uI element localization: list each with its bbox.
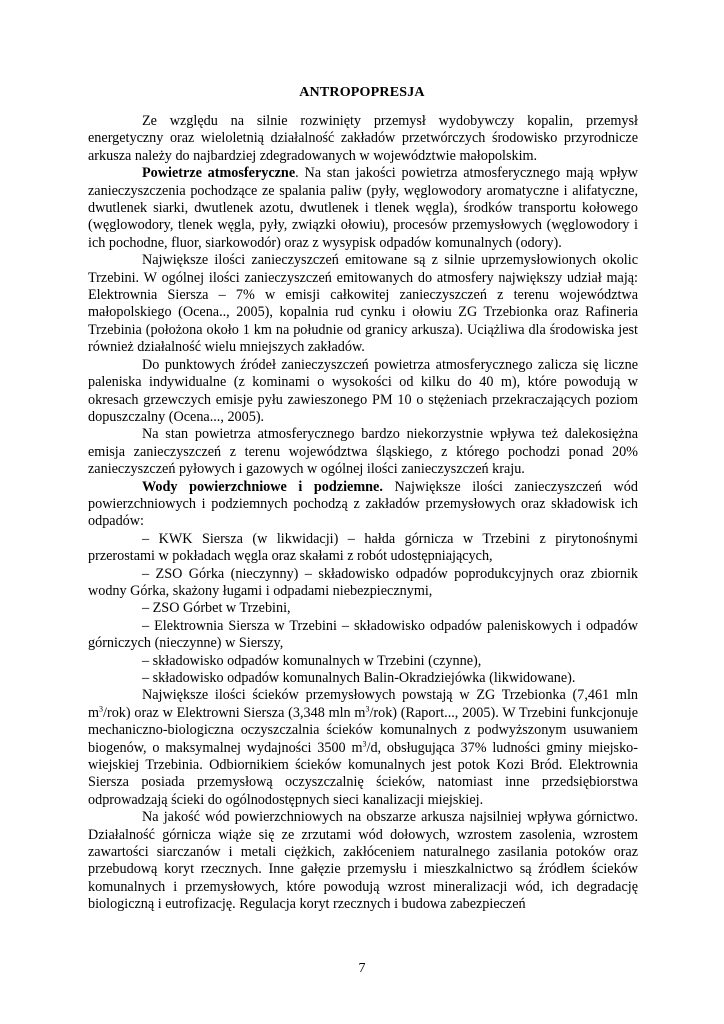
superscript: 3 bbox=[362, 738, 367, 748]
paragraph-point-sources: Do punktowych źródeł zanieczyszczeń powietrza atmosferycznego zalicza się liczne paleniska indywidualne (z kominami o wysokości od kilku do 40 m), które powodują w okresach grzewczych emisje pyłu zawieszonego PM 10 o stężeniach przekraczających poziom dopuszczalny (Ocena..., 2005). bbox=[88, 356, 638, 425]
paragraph-long-range: Na stan powietrza atmosferycznego bardzo niekorzystnie wpływa też dalekosiężna emisja zanieczyszczeń z terenu województwa śląskiego, z którego pochodzi ponad 20% zanieczyszczeń pyłowych i gazowych w ogólnej ilości zanieczyszczeń kraju. bbox=[88, 426, 638, 478]
list-item: – KWK Siersza (w likwidacji) – hałda górnicza w Trzebini z pirytonośnymi przerostami w pokładach węgla oraz skałami z robót udostępniających, bbox=[88, 530, 638, 565]
paragraph-air bbox=[88, 165, 638, 252]
list-item: – składowisko odpadów komunalnych Balin-Okradziejówka (likwidowane). bbox=[142, 670, 576, 686]
page-title: ANTROPOPRESJA bbox=[299, 85, 425, 100]
paragraph-sewage bbox=[88, 687, 638, 809]
list-item: – Elektrownia Siersza w Trzebini – składowisko odpadów paleniskowych i odpadów górniczych (nieczynne) w Sierszy, bbox=[88, 617, 638, 652]
paragraph-mining: Na jakość wód powierzchniowych na obszarze arkusza najsilniej wpływa górnictwo. Działalność górnicza wiąże się ze zrzutami wód dołowych, wzrostem zasolenia, wzrostem zawartości siarczanów i metali ciężkich, zakłóceniem naturalnego zasilania potoków oraz przebudową koryt rzecznych. Inne gałęzie przemysłu i mieszkalnictwo są źródłem ścieków komunalnych i przemysłowych, które powodują wzrost mineralizacji wód, ich degradację biologiczną i eutrofizację. Regulacja koryt rzecznych i budowa zabezpieczeń bbox=[88, 809, 638, 913]
sewage-text-b: /rok) oraz w Elektrowni Siersza (3,348 mln m bbox=[103, 704, 366, 721]
list-item: – składowisko odpadów komunalnych w Trzebini (czynne), bbox=[142, 652, 482, 669]
document-body bbox=[88, 113, 638, 914]
water-heading: Wody powierzchniowe i podziemne. bbox=[142, 478, 383, 495]
page-number: 7 bbox=[358, 961, 366, 976]
paragraph-emissions: Największe ilości zanieczyszczeń emitowane są z silnie uprzemysłowionych okolic Trzebini. W ogólnej ilości zanieczyszczeń emitowanych do atmosfery największy udział mają: Elektrownia Siersza – 7% w emisji całkowitej zanieczyszczeń z terenu województwa małopolskiego (Ocena.., 2005), kopalnia rud cynku i ołowiu ZG Trzebionka oraz Rafineria Trzebinia (położona około 1 km na południe od granicy arkusza). Uciążliwa dla środowiska jest również działalność wielu mniejszych zakładów. bbox=[88, 252, 638, 356]
superscript: 3 bbox=[365, 704, 370, 714]
air-heading: Powietrze atmosferyczne bbox=[142, 165, 296, 182]
sewage-text-a: Największe ilości ścieków przemysłowych powstają w ZG Trzebionka (7,461 mln m bbox=[88, 687, 638, 721]
paragraph-water bbox=[88, 479, 638, 531]
list-item: – ZSO Górbet w Trzebini, bbox=[142, 600, 291, 617]
sewage-text-d: /d, obsługująca 37% ludności gminy miejsko-wiejskiej Trzebinia. Odbiornikiem ścieków komunalnych jest potok Kozi Bród. Elektrownia Siersza posiada przemysłową oczyszczalnię ścieków, natomiast inne przedsiębiorstwa odprowadzają ścieki do ogólnodostępnych sieci kanalizacji miejskiej. bbox=[88, 739, 638, 808]
air-text: . Na stan jakości powietrza atmosferycznego mają wpływ zanieczyszczenia pochodzące ze spalania paliw (pyły, węglowodory aromatyczne i alifatyczne, dwutlenek siarki, dwutlenek azotu, dwutlenek i tlenek węgla), środków transportu kołowego (węglowodory, tlenek węgla, pyły, związki ołowiu), procesów przemysłowych (węglowodory i ich pochodne, fluor, siarkowodór) oraz z wysypisk odpadów komunalnych (odory). bbox=[88, 165, 638, 251]
paragraph-intro: Ze względu na silnie rozwinięty przemysł wydobywczy kopalin, przemysł energetyczny oraz wieloletnią działalność zakładów przetwórczych środowisko przyrodnicze arkusza należy do najbardziej zdegradowanych w województwie małopolskim. bbox=[88, 113, 638, 164]
list-item: – ZSO Górka (nieczynny) – składowisko odpadów poprodukcyjnych oraz zbiornik wodny Górka, skażony ługami i odpadami niebezpiecznymi, bbox=[88, 565, 638, 599]
sewage-text-c: /rok) (Raport..., 2005). W Trzebini funkcjonuje mechaniczno-biologiczna oczyszczalnia ścieków komunalnych z podwyższonym usuwaniem biogenów, o maksymalnej wydajności 3500 m bbox=[88, 704, 639, 756]
water-text: Największe ilości zanieczyszczeń wód powierzchniowych i podziemnych pochodzą z zakładów przemysłowych oraz składowisk ich odpadów: bbox=[88, 478, 638, 530]
superscript: 3 bbox=[99, 704, 104, 714]
